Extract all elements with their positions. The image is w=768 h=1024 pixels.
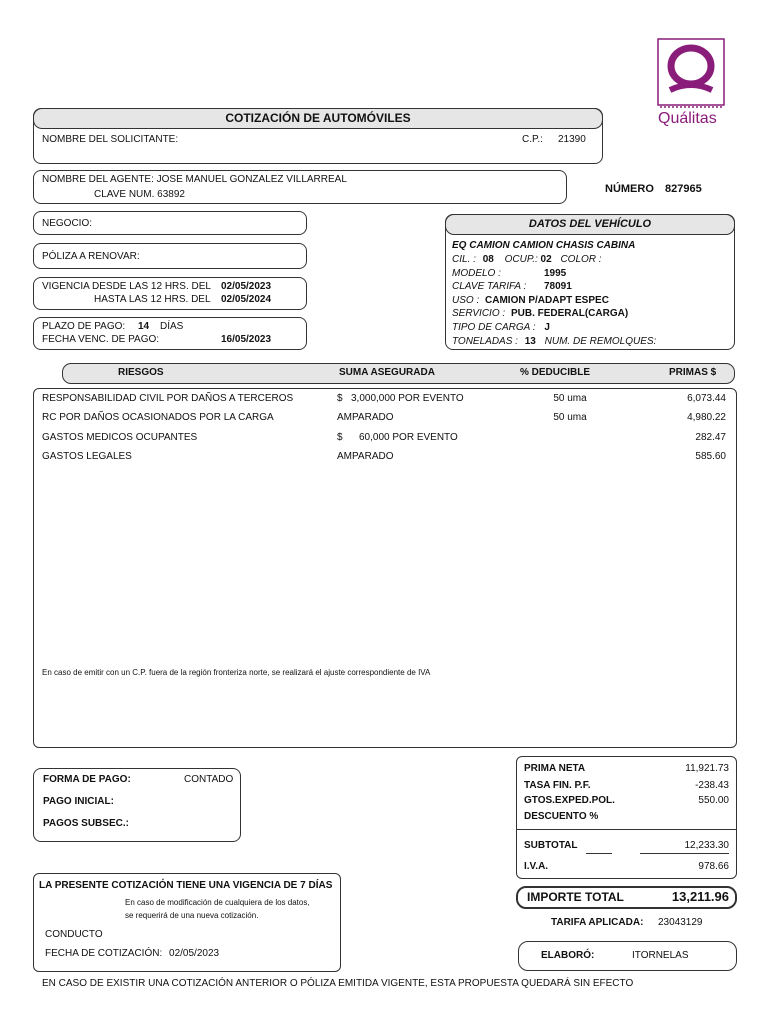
prima-neta-value: 11,921.73 xyxy=(685,763,729,774)
color-label: COLOR : xyxy=(560,254,602,265)
table-row-suma: 60,000 POR EVENTO xyxy=(359,432,458,443)
descuento-label: DESCUENTO % xyxy=(524,811,599,822)
iva-label: I.V.A. xyxy=(524,861,549,872)
venc-value: 16/05/2023 xyxy=(221,334,272,345)
vehicle-line-carga xyxy=(452,322,550,333)
uso-label: USO : xyxy=(452,295,480,306)
footer-note: EN CASO DE EXISTIR UNA COTIZACIÓN ANTERIOR O PÓLIZA EMITIDA VIGENTE, ESTA PROPUESTA QUEDARÁ SIN EFECTO xyxy=(42,978,634,989)
table-row-prima: 4,980.22 xyxy=(687,412,726,423)
remolques-label: NUM. DE REMOLQUES: xyxy=(544,336,657,347)
vigencia-desde-value: 02/05/2023 xyxy=(221,281,272,292)
plazo-unit: DÍAS xyxy=(160,321,184,332)
validity-note-2: se requerirá de una nueva cotización. xyxy=(125,911,259,920)
servicio-value: PUB. FEDERAL(CARGA) xyxy=(510,308,629,319)
clave-tarifa-value: 78091 xyxy=(544,281,572,292)
cp-label: C.P.: xyxy=(522,134,543,145)
gtos-value: 550.00 xyxy=(698,795,729,806)
col-riesgos: RIESGOS xyxy=(118,367,164,378)
venc-label: FECHA VENC. DE PAGO: xyxy=(42,334,160,345)
modelo-value: 1995 xyxy=(544,268,567,279)
table-row-riesgo: RC POR DAÑOS OCASIONADOS POR LA CARGA xyxy=(42,412,274,423)
solicitante-label: NOMBRE DEL SOLICITANTE: xyxy=(42,134,179,145)
subtotal-value: 12,233.30 xyxy=(684,840,729,851)
fecha-cotizacion-line xyxy=(45,948,219,959)
page-title: COTIZACIÓN DE AUTOMÓVILES xyxy=(225,111,411,125)
table-row-deducible: 50 uma xyxy=(553,393,587,404)
subtotal-underline xyxy=(586,853,612,854)
vigencia-hasta-value: 02/05/2024 xyxy=(221,294,272,305)
brand-name: Quálitas xyxy=(658,110,717,127)
vehicle-line-cil xyxy=(452,254,602,265)
uso-value: CAMION P/ADAPT ESPEC xyxy=(485,295,609,306)
ocup-value: 02 xyxy=(540,254,552,265)
prima-neta-label: PRIMA NETA xyxy=(524,763,586,774)
table-row-cur: $ xyxy=(337,432,343,443)
carga-label: TIPO DE CARGA : xyxy=(452,322,536,333)
table-row-prima: 6,073.44 xyxy=(687,393,726,404)
tarifa-value: 23043129 xyxy=(658,917,703,928)
agent-name: NOMBRE DEL AGENTE: JOSE MANUEL GONZALEZ VILLARREAL xyxy=(42,174,347,185)
tasa-value: -238.43 xyxy=(695,780,729,791)
fecha-cotizacion-label: FECHA DE COTIZACIÓN: xyxy=(45,948,163,959)
negocio-label: NEGOCIO: xyxy=(42,218,93,229)
agent-clave: CLAVE NUM. 63892 xyxy=(94,189,185,200)
table-row-deducible: 50 uma xyxy=(553,412,587,423)
validity-title: LA PRESENTE COTIZACIÓN TIENE UNA VIGENCIA DE 7 DÍAS xyxy=(39,880,333,891)
cp-value: 21390 xyxy=(558,134,586,145)
vehicle-description: EQ CAMION CAMION CHASIS CABINA xyxy=(452,240,636,251)
table-row-suma: AMPARADO xyxy=(337,412,394,423)
vigencia-hasta-label: HASTA LAS 12 HRS. DEL xyxy=(94,294,211,305)
forma-pago-value: CONTADO xyxy=(184,774,234,785)
fecha-cotizacion-value: 02/05/2023 xyxy=(169,948,220,959)
table-row-riesgo: GASTOS LEGALES xyxy=(42,451,132,462)
subtotal-label: SUBTOTAL xyxy=(524,840,578,851)
forma-pago-label: FORMA DE PAGO: xyxy=(43,774,131,785)
vehicle-title: DATOS DEL VEHÍCULO xyxy=(528,218,652,230)
tasa-label: TASA FIN. P.F. xyxy=(524,780,591,791)
table-row-suma: AMPARADO xyxy=(337,451,394,462)
numero-value: 827965 xyxy=(665,183,702,195)
pago-inicial-label: PAGO INICIAL: xyxy=(43,796,114,807)
carga-value: J xyxy=(544,322,550,333)
servicio-label: SERVICIO : xyxy=(452,308,506,319)
vehicle-line-uso xyxy=(452,295,609,306)
subtotal-line xyxy=(640,853,729,854)
plazo-label: PLAZO DE PAGO: xyxy=(42,321,126,332)
tarifa-label: TARIFA APLICADA: xyxy=(551,917,644,928)
conducto-label: CONDUCTO xyxy=(45,929,103,940)
table-row-riesgo: GASTOS MEDICOS OCUPANTES xyxy=(42,432,198,443)
table-row-cur: $ xyxy=(337,393,343,404)
pagos-subsec-label: PAGOS SUBSEC.: xyxy=(43,818,129,829)
clave-tarifa-label: CLAVE TARIFA : xyxy=(452,281,527,292)
numero-label: NÚMERO xyxy=(605,183,654,195)
qualitas-logo-mark xyxy=(656,38,728,108)
col-suma: SUMA ASEGURADA xyxy=(339,367,435,378)
modelo-label: MODELO : xyxy=(452,268,501,279)
totals-divider xyxy=(516,829,737,830)
col-deducible: % DEDUCIBLE xyxy=(520,367,591,378)
ocup-label: OCUP.: xyxy=(504,254,538,265)
vehicle-line-servicio xyxy=(452,308,628,319)
poliza-label: PÓLIZA A RENOVAR: xyxy=(42,251,140,262)
table-row-riesgo: RESPONSABILIDAD CIVIL POR DAÑOS A TERCEROS xyxy=(42,393,294,404)
vigencia-desde-label: VIGENCIA DESDE LAS 12 HRS. DEL xyxy=(42,281,211,292)
importe-value: 13,211.96 xyxy=(671,889,729,904)
cil-label: CIL. : xyxy=(452,254,476,265)
elaboro-label: ELABORÓ: xyxy=(541,950,595,961)
importe-label: IMPORTE TOTAL xyxy=(527,890,624,904)
elaboro-value: ITORNELAS xyxy=(632,950,689,961)
toneladas-label: TONELADAS : xyxy=(452,336,518,347)
table-row-prima: 585.60 xyxy=(695,451,726,462)
iva-value: 978.66 xyxy=(698,861,729,872)
plazo-value: 14 xyxy=(138,321,150,332)
table-row-prima: 282.47 xyxy=(695,432,726,443)
qualitas-logo xyxy=(656,38,728,134)
cil-value: 08 xyxy=(482,254,494,265)
vehicle-line-toneladas xyxy=(452,336,656,347)
toneladas-value: 13 xyxy=(524,336,536,347)
validity-note-1: En caso de modificación de cualquiera de los datos, xyxy=(125,898,310,907)
table-row-suma: 3,000,000 POR EVENTO xyxy=(351,393,464,404)
iva-note: En caso de emitir con un C.P. fuera de la región fronteriza norte, se realizará el ajuste correspondiente de IVA xyxy=(42,668,431,677)
gtos-label: GTOS.EXPED.POL. xyxy=(524,795,615,806)
col-primas: PRIMAS $ xyxy=(669,367,717,378)
